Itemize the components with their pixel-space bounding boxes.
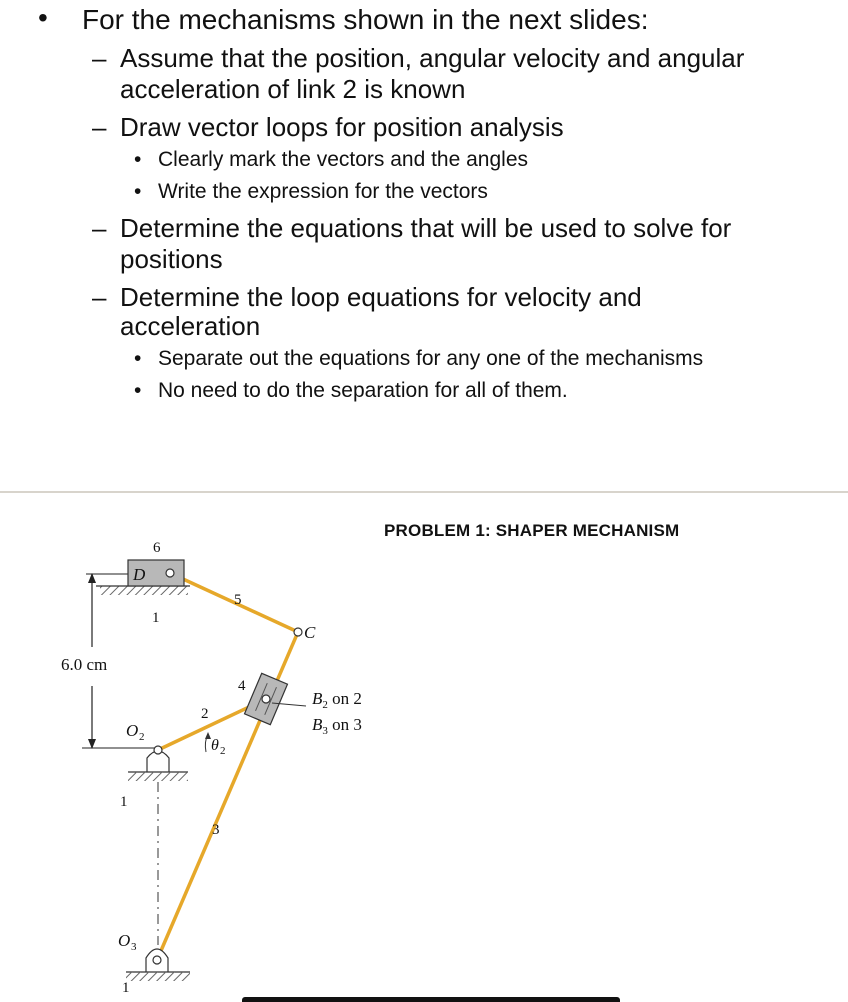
- dash-marker: –: [92, 112, 107, 142]
- joint-d: [166, 569, 174, 577]
- joint-b: [262, 695, 270, 703]
- sub-bullet-marker: •: [134, 180, 142, 203]
- dash-text-cont: acceleration of link 2 is known: [120, 74, 466, 104]
- section-divider: [0, 491, 848, 493]
- problem-title: PROBLEM 1: SHAPER MECHANISM: [384, 521, 680, 540]
- sub-bullet-marker: •: [134, 148, 142, 171]
- point-c-label: C: [304, 623, 316, 642]
- sub-bullet-marker: •: [134, 347, 142, 370]
- joint-o2: [154, 746, 162, 754]
- link-label-1-mid: 1: [120, 794, 128, 810]
- sub-bullet-text: Clearly mark the vectors and the angles: [158, 148, 529, 171]
- theta-label: θ: [211, 737, 219, 754]
- bottom-scroll-bar[interactable]: [242, 997, 620, 1002]
- dash-text-cont: positions: [120, 244, 223, 274]
- dash-marker: –: [92, 282, 107, 312]
- dimension-label: 6.0 cm: [61, 655, 108, 674]
- link-label-3: 3: [212, 822, 220, 838]
- dash-text: Determine the equations that will be used to solve for: [120, 213, 732, 243]
- sub-bullet-text: Separate out the equations for any one of the mechanisms: [158, 347, 704, 370]
- link-label-4: 4: [238, 678, 246, 694]
- theta-subscript: 2: [220, 745, 226, 757]
- sub-bullet-text: No need to do the separation for all of them.: [158, 379, 568, 402]
- point-o3-subscript: 3: [131, 941, 137, 953]
- joint-o3: [153, 956, 161, 964]
- sub-bullet-text: Write the expression for the vectors: [158, 180, 488, 203]
- bullet-text: For the mechanisms shown in the next slides:: [82, 4, 649, 35]
- shaper-mechanism-diagram: [0, 500, 848, 997]
- link-label-1-top: 1: [152, 610, 160, 626]
- sub-bullet-marker: •: [134, 379, 142, 402]
- joint-c: [294, 628, 302, 636]
- point-o2-subscript: 2: [139, 731, 145, 743]
- top-ground-hatch: [100, 586, 188, 595]
- link-label-1-bottom: 1: [122, 980, 130, 996]
- link-label-2: 2: [201, 706, 209, 722]
- point-d-label: D: [133, 565, 146, 584]
- dash-text-cont: acceleration: [120, 311, 261, 341]
- pivot-o2: [128, 751, 188, 781]
- dash-text: Draw vector loops for position analysis: [120, 112, 564, 142]
- point-o3-label: O: [118, 931, 131, 950]
- link-label-5: 5: [234, 592, 242, 608]
- pivot-o3: [126, 949, 190, 981]
- bullet-marker: •: [38, 2, 48, 33]
- dash-marker: –: [92, 213, 107, 243]
- dash-text: Determine the loop equations for velocity and: [120, 282, 642, 312]
- link-label-6: 6: [153, 540, 161, 556]
- dash-text: Assume that the position, angular velocity and angular: [120, 43, 745, 73]
- point-o2-label: O: [126, 721, 139, 740]
- note-b2: $B_2$ on 2: [312, 689, 362, 711]
- note-b3: $B_3$ on 3: [312, 715, 362, 737]
- dash-marker: –: [92, 43, 107, 73]
